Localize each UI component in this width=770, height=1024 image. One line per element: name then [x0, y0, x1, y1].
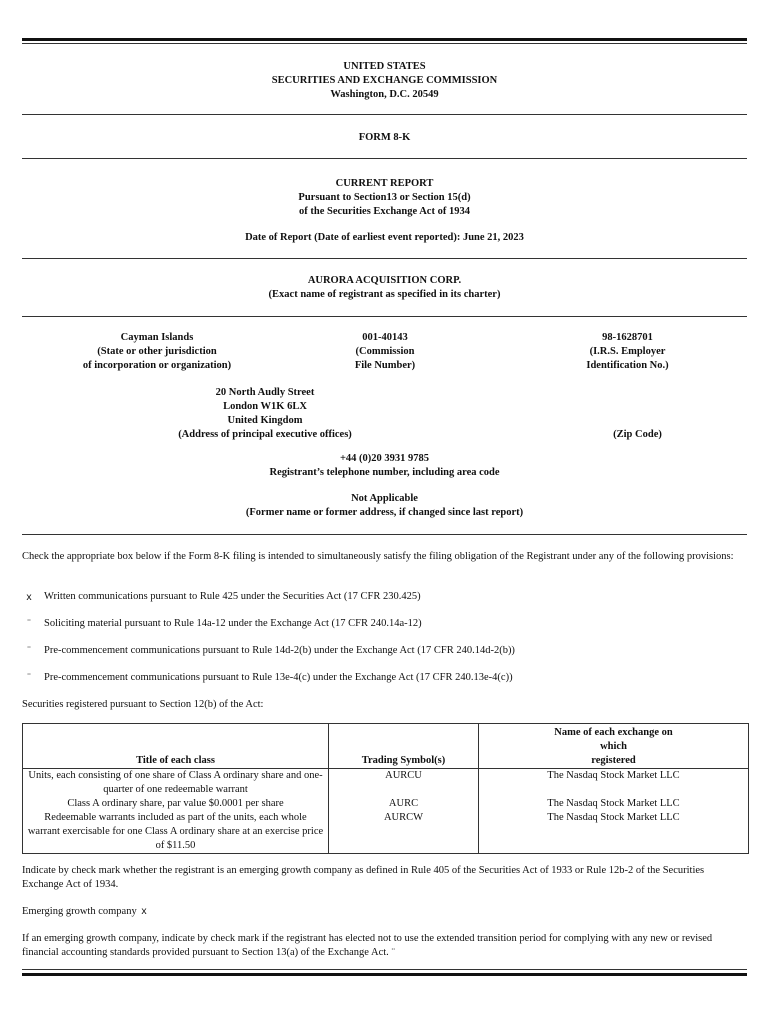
checkbox-written-communications [22, 590, 747, 604]
securities-intro: Securities registered pursuant to Section 12(b) of the Act: [22, 699, 264, 710]
egc-checkbox-mark: x [141, 905, 147, 917]
header-label: which [600, 741, 627, 752]
checkbox-rule-13e-4c [22, 671, 747, 685]
header-label: Title of each class [136, 755, 215, 766]
bottom-rule-thin [22, 969, 747, 970]
address-block [155, 386, 375, 442]
jurisdiction-block [22, 331, 292, 373]
agency-header [22, 60, 747, 102]
jurisdiction-value: Cayman Islands [120, 332, 194, 343]
transition-period-text [22, 932, 747, 960]
commission-file-caption: (Commission [355, 346, 415, 357]
former-name-block [22, 492, 747, 520]
divider [22, 316, 747, 317]
header-exchange [479, 724, 749, 769]
header-title-of-class [23, 724, 329, 769]
top-rule-thin [22, 43, 747, 44]
header-label: Trading Symbol(s) [361, 755, 446, 766]
checkbox-label: Pre-commencement communications pursuant to Rule 13e-4(c) under the Exchange Act (17 CFR 240.13e-4(c)) [44, 672, 513, 683]
cell-title: Units, each consisting of one share of Class A ordinary share and one-quarter of one redeemable warrant [23, 769, 329, 798]
commission-file-value: 001-40143 [362, 332, 408, 343]
phone-caption: Registrant’s telephone number, including area code [269, 467, 500, 478]
checkbox-mark: ¨ [27, 645, 31, 656]
registrant-name-caption: (Exact name of registrant as specified in its charter) [268, 289, 501, 300]
report-title: CURRENT REPORT [335, 178, 434, 189]
address-street: 20 North Audly Street [215, 387, 315, 398]
divider [22, 258, 747, 259]
header-label: Name of each exchange on [554, 727, 673, 738]
agency-city: Washington, D.C. 20549 [330, 89, 439, 100]
divider [22, 114, 747, 115]
report-block [22, 177, 747, 219]
irs-employer-block [540, 331, 715, 373]
table-row [23, 797, 749, 811]
registrant-block [22, 274, 747, 302]
table-row [23, 811, 749, 854]
cell-exchange: The Nasdaq Stock Market LLC [479, 797, 749, 811]
report-act: of the Securities Exchange Act of 1934 [299, 206, 470, 217]
commission-file-caption: File Number) [354, 360, 416, 371]
cell-exchange: The Nasdaq Stock Market LLC [479, 769, 749, 798]
report-date [22, 231, 747, 245]
cell-title: Class A ordinary share, par value $0.0001 per share [23, 797, 329, 811]
bottom-rule [22, 973, 747, 976]
irs-employer-caption: Identification No.) [586, 360, 669, 371]
cell-title: Redeemable warrants included as part of the units, each whole warrant exercisable for one Class A ordinary share at an exercise price of $11.50 [23, 811, 329, 854]
former-name-value: Not Applicable [351, 493, 418, 504]
address-country: United Kingdom [227, 415, 303, 426]
registrant-name: AURORA ACQUISITION CORP. [307, 275, 462, 286]
checkbox-soliciting-material [22, 617, 747, 631]
checkbox-mark: x [26, 591, 32, 603]
address-caption: (Address of principal executive offices) [178, 429, 352, 440]
check-intro: Check the appropriate box below if the Form 8-K filing is intended to simultaneously satisfy the filing obligation of the Registrant under any of the following provisions: [22, 551, 734, 562]
checkbox-rule-14d-2b [22, 644, 747, 658]
header-trading-symbol [329, 724, 479, 769]
table-row [23, 769, 749, 798]
agency-country: UNITED STATES [343, 61, 426, 72]
table-header-row [23, 724, 749, 769]
checkbox-mark: ¨ [27, 618, 31, 629]
zip-caption: (Zip Code) [613, 429, 662, 440]
transition-text: If an emerging growth company, indicate by check mark if the registrant has elected not to use the extended transition period for complying with any new or revised financial accounting standards provided pursuant to Section 13(a) of the Exchange Act. [22, 933, 713, 958]
egc-intro: Indicate by check mark whether the registrant is an emerging growth company as defined in Rule 405 of the Securities Act of 1933 or Rule 12b-2 of the Securities Exchange Act of 1934. [22, 865, 705, 890]
commission-file-block [300, 331, 470, 373]
checkbox-label: Soliciting material pursuant to Rule 14a-12 under the Exchange Act (17 CFR 240.14a-12) [44, 618, 422, 629]
cell-symbol: AURCW [329, 811, 479, 854]
address-city: London W1K 6LX [223, 401, 307, 412]
cell-exchange: The Nasdaq Stock Market LLC [479, 811, 749, 854]
securities-table [22, 723, 749, 854]
jurisdiction-caption: (State or other jurisdiction [97, 346, 217, 357]
divider [22, 158, 747, 159]
irs-employer-value: 98-1628701 [602, 332, 653, 343]
report-date-text: Date of Report (Date of earliest event reported): June 21, 2023 [245, 232, 524, 243]
form-title [22, 131, 747, 145]
agency-name: SECURITIES AND EXCHANGE COMMISSION [271, 75, 498, 86]
irs-employer-caption: (I.R.S. Employer [589, 346, 666, 357]
transition-checkbox-mark: ¨ [391, 947, 395, 958]
report-pursuant: Pursuant to Section13 or Section 15(d) [298, 192, 471, 203]
header-label: registered [591, 755, 636, 766]
phone-value: +44 (0)20 3931 9785 [339, 453, 430, 464]
former-name-caption: (Former name or former address, if changed since last report) [245, 507, 524, 518]
cell-symbol: AURCU [329, 769, 479, 798]
jurisdiction-caption: of incorporation or organization) [82, 360, 232, 371]
egc-label: Emerging growth company [22, 906, 137, 917]
checkbox-label: Written communications pursuant to Rule 425 under the Securities Act (17 CFR 230.425) [44, 591, 421, 602]
divider [22, 534, 747, 535]
checkbox-mark: ¨ [27, 672, 31, 683]
form-title-text: FORM 8-K [358, 132, 411, 143]
cell-symbol: AURC [329, 797, 479, 811]
egc-line [22, 904, 747, 919]
checkbox-label: Pre-commencement communications pursuant to Rule 14d-2(b) under the Exchange Act (17 CFR 240.14d-2(b)) [44, 645, 515, 656]
top-rule [22, 38, 747, 41]
phone-block [22, 452, 747, 480]
